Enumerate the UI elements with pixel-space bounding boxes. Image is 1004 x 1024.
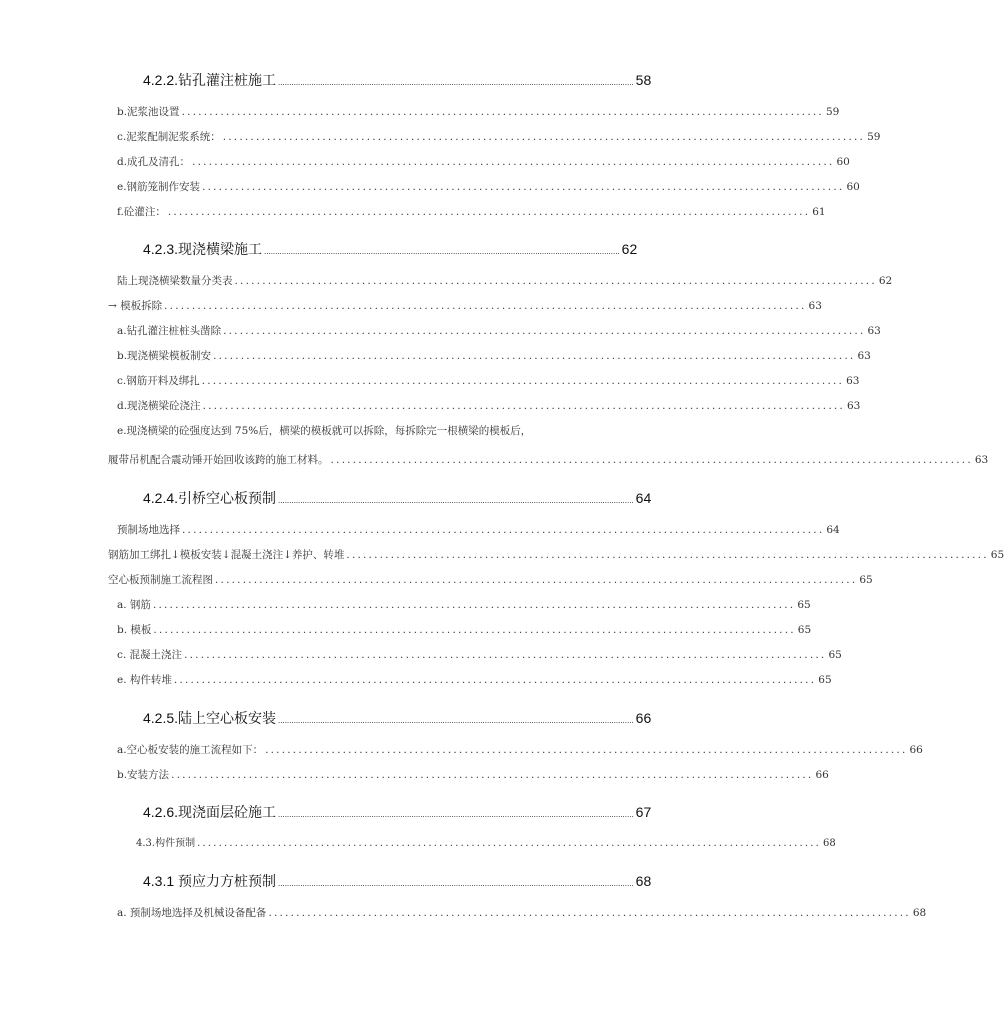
toc-leader: .................................................................................................................... bbox=[167, 206, 811, 218]
toc-page-number: 64 bbox=[635, 490, 652, 506]
toc-entry-label: 预制场地选择 bbox=[117, 524, 180, 536]
toc-heading-label: 4.2.3.现浇横梁施工 bbox=[143, 241, 263, 257]
toc-entry[interactable] bbox=[108, 547, 1004, 563]
toc-leader: .................................................................................................................... bbox=[234, 275, 877, 287]
toc-entry-label: f.砼灌注： bbox=[117, 206, 166, 218]
toc-leader: .................................................................................................................... bbox=[153, 624, 796, 636]
toc-heading-label: 4.2.5.陆上空心板安装 bbox=[143, 710, 277, 726]
toc-entry-label: 钢筋加工绑扎↓模板安装↓混凝土浇注↓养护、转堆 bbox=[108, 549, 345, 561]
toc-page-number: 65 bbox=[797, 624, 812, 636]
toc-entry[interactable] bbox=[108, 572, 873, 588]
toc-entry[interactable] bbox=[117, 522, 840, 538]
toc-page-number: 68 bbox=[912, 907, 927, 919]
toc-heading-4-2-6[interactable] bbox=[143, 802, 652, 822]
toc-entry-label: b.泥浆池设置 bbox=[117, 106, 180, 118]
toc-entry[interactable] bbox=[117, 348, 871, 364]
toc-leader: .................................................................................................................... bbox=[197, 838, 822, 849]
toc-page-number: 62 bbox=[878, 275, 893, 287]
toc-entry-label: a.空心板安装的施工流程如下： bbox=[117, 744, 264, 756]
toc-heading-label: 4.2.6.现浇面层砼施工 bbox=[143, 804, 277, 820]
toc-entry[interactable] bbox=[117, 129, 881, 145]
toc-entry[interactable] bbox=[117, 622, 812, 638]
toc-entry[interactable] bbox=[117, 373, 860, 389]
toc-page-number: 60 bbox=[846, 181, 860, 193]
toc-entry-label: b. 模板 bbox=[117, 624, 152, 636]
toc-leader: .................................................................................................................... bbox=[202, 400, 845, 412]
toc-entry-label: 履带吊机配合震动锤开始回收该跨的施工材料。 bbox=[108, 454, 329, 466]
toc-entry-label: e. 构件转堆 bbox=[117, 674, 172, 686]
toc-entry-label: d.现浇横梁砼浇注 bbox=[117, 400, 201, 412]
toc-page-number: 63 bbox=[846, 375, 860, 387]
toc-entry-label: → 模板拆除 bbox=[108, 300, 163, 312]
toc-entry-label: a. 钢筋 bbox=[117, 599, 151, 611]
toc-entry-para-line[interactable] bbox=[117, 423, 616, 439]
toc-page-number: 65 bbox=[828, 649, 842, 661]
toc-heading-4-2-4[interactable] bbox=[143, 488, 652, 508]
toc-heading-label: 4.3.1 预应力方桩预制 bbox=[143, 873, 277, 889]
toc-leader: .................................................................................................................... bbox=[192, 156, 835, 168]
toc-page-number: 66 bbox=[815, 769, 829, 781]
toc-entry[interactable] bbox=[117, 323, 881, 339]
toc-heading-4-3-1[interactable] bbox=[143, 871, 652, 891]
toc-leader: .................................................................................................................... bbox=[184, 649, 827, 661]
toc-page-number: 64 bbox=[826, 524, 840, 536]
toc-leader: .................................................................................................................... bbox=[213, 350, 856, 362]
toc-entry[interactable] bbox=[108, 452, 989, 468]
toc-page-number: 65 bbox=[797, 599, 811, 611]
toc-entry[interactable] bbox=[117, 742, 923, 758]
toc-page-number: 63 bbox=[808, 300, 822, 312]
toc-entry-label: a.钻孔灌注桩桩头凿除 bbox=[117, 325, 222, 337]
toc-leader: .................................................................................................................... bbox=[223, 325, 866, 337]
toc-entry[interactable] bbox=[117, 905, 927, 921]
toc-leader: ................................................................................................................................................................ bbox=[278, 496, 634, 505]
toc-heading-label: 4.2.4.引桥空心板预制 bbox=[143, 490, 277, 506]
toc-entry[interactable] bbox=[117, 154, 850, 170]
toc-page-number: 60 bbox=[836, 156, 850, 168]
toc-entry[interactable] bbox=[117, 647, 842, 663]
toc-page-number: 66 bbox=[635, 710, 652, 726]
toc-page-number: 61 bbox=[812, 206, 826, 218]
toc-entry-label: c.钢筋开料及绑扎 bbox=[117, 375, 200, 387]
toc-leader: .................................................................................................................... bbox=[330, 454, 973, 466]
toc-entry-label: 陆上现浇横梁数量分类表 bbox=[117, 275, 233, 287]
toc-leader: ................................................................................................................................................................ bbox=[278, 78, 634, 87]
toc-leader: ................................................................................................................................................................ bbox=[278, 879, 634, 888]
toc-leader: .................................................................................................................... bbox=[265, 744, 908, 756]
toc-leader: .................................................................................................................... bbox=[152, 599, 796, 611]
toc-entry[interactable] bbox=[117, 104, 840, 120]
toc-heading-4-2-3[interactable] bbox=[143, 239, 638, 259]
toc-entry[interactable] bbox=[117, 672, 832, 688]
toc-page-number: 63 bbox=[846, 400, 861, 412]
toc-entry-label: 空心板预制施工流程图 bbox=[108, 574, 213, 586]
toc-page-number: 65 bbox=[818, 674, 832, 686]
toc-page-number: 63 bbox=[857, 350, 871, 362]
toc-leader: ................................................................................................................................................................ bbox=[278, 810, 634, 819]
toc-leader: .................................................................................................................... bbox=[201, 375, 845, 387]
toc-entry-label: e.现浇横梁的砼强度达到 75%后，横梁的模板就可以拆除，每拆除完一根横梁的模板后， bbox=[117, 425, 532, 437]
toc-entry-label: 4.3.构件预制 bbox=[136, 838, 196, 849]
toc-leader: .................................................................................................................... bbox=[268, 907, 911, 919]
toc-page-number: 68 bbox=[823, 838, 836, 849]
toc-leader: ................................................................................................................................................................ bbox=[278, 716, 634, 725]
toc-leader: .................................................................................................................... bbox=[202, 181, 845, 193]
toc-heading-4-2-2[interactable] bbox=[143, 70, 652, 90]
toc-page-number: 63 bbox=[867, 325, 881, 337]
toc-heading-4-2-5[interactable] bbox=[143, 708, 652, 728]
toc-page-number: 58 bbox=[635, 72, 652, 88]
toc-page-number: 65 bbox=[859, 574, 873, 586]
toc-leader: .................................................................................................................... bbox=[346, 549, 989, 561]
toc-page-number: 66 bbox=[909, 744, 923, 756]
toc-entry[interactable] bbox=[117, 204, 826, 220]
toc-entry-label: a. 预制场地选择及机械设备配备 bbox=[117, 907, 267, 919]
toc-entry[interactable] bbox=[117, 597, 811, 613]
toc-entry-label: e.钢筋笼制作安装 bbox=[117, 181, 201, 193]
toc-leader: .................................................................................................................... bbox=[215, 574, 858, 586]
toc-leader: .................................................................................................................... bbox=[173, 674, 817, 686]
toc-entry[interactable] bbox=[136, 836, 836, 852]
toc-entry[interactable] bbox=[117, 179, 860, 195]
toc-entry-label: d.成孔及清孔： bbox=[117, 156, 191, 168]
toc-entry-label: b.安装方法 bbox=[117, 769, 170, 781]
toc-page-number: 63 bbox=[974, 454, 989, 466]
toc-page-number: 68 bbox=[635, 873, 652, 889]
toc-entry-label: c. 混凝土浇注 bbox=[117, 649, 183, 661]
toc-entry[interactable] bbox=[108, 298, 822, 314]
toc-entry[interactable] bbox=[117, 273, 893, 289]
toc-entry[interactable] bbox=[117, 767, 829, 783]
toc-page-number: 67 bbox=[635, 804, 652, 820]
toc-leader: .................................................................................................................... bbox=[171, 769, 814, 781]
toc-leader: .................................................................................................................... bbox=[164, 300, 807, 312]
toc-page-number: 59 bbox=[867, 131, 881, 143]
toc-entry-label: c.泥浆配制泥浆系统： bbox=[117, 131, 221, 143]
toc-leader: ................................................................................................................................................................ bbox=[264, 247, 620, 256]
toc-page-number: 62 bbox=[621, 241, 638, 257]
toc-heading-label: 4.2.2.钻孔灌注桩施工 bbox=[143, 72, 277, 88]
toc-leader: .................................................................................................................... bbox=[222, 131, 866, 143]
toc-leader: .................................................................................................................... bbox=[181, 106, 824, 118]
toc-entry-label: b.现浇横梁模板制安 bbox=[117, 350, 212, 362]
toc-page-number: 65 bbox=[990, 549, 1004, 561]
toc-entry[interactable] bbox=[117, 398, 861, 414]
toc-page-number: 59 bbox=[825, 106, 840, 118]
toc-leader: .................................................................................................................... bbox=[182, 524, 825, 536]
